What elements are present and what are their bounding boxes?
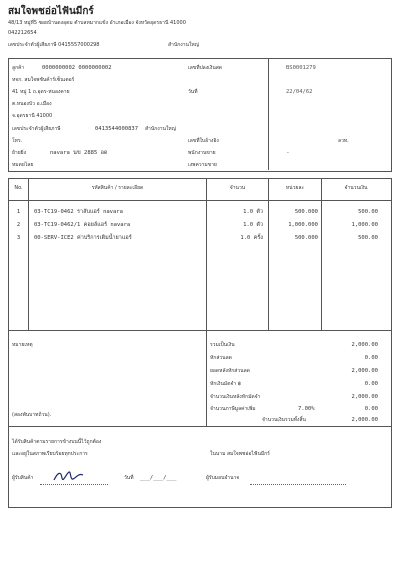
- deposit-label: หักเงินมัดจำ ฿: [210, 381, 241, 387]
- row-price: 1,000.000: [288, 222, 318, 228]
- receiver-label: ผู้รับสินค้า: [12, 475, 34, 481]
- header-amount: จำนวนเงิน: [344, 185, 368, 191]
- after-deposit-value: 2,000.00: [351, 394, 378, 400]
- col-divider-price: [321, 178, 322, 330]
- row-price: 500.000: [294, 235, 318, 241]
- company-address: 48/13 หมู่ที่5 ซอยบ้านดงอุดม ตำบลหมากแข้ง อำเภอเมือง จังหวัดอุดรธานี 41000: [8, 20, 186, 26]
- row-amount: 500.00: [358, 209, 378, 215]
- row-qty: 1.0 ครั้ง: [240, 235, 263, 241]
- remark-label: หมายเหตุ: [12, 342, 33, 348]
- after-discount-label: ยอดหลังหักส่วนลด: [210, 368, 250, 374]
- customer-code-label: ลูกค้า: [12, 65, 25, 71]
- car-model: navara นข 2885 อด: [50, 150, 108, 156]
- customer-name: หจก. สมใจพชันค้าร์เซ็นเตอร์: [12, 77, 75, 83]
- header-no: No.: [14, 185, 23, 191]
- row-no: 3: [16, 235, 21, 241]
- discount-value: 0.00: [364, 355, 378, 361]
- customer-address-line2: ต.หนองบัว อ.เมือง: [12, 101, 52, 107]
- row-amount: 500.00: [358, 235, 378, 241]
- row-no: 1: [16, 209, 21, 215]
- customer-tax-label: เลขประจำตัวผู้เสียภาษี: [12, 126, 61, 132]
- salesperson-label: พนักงานขาย: [188, 150, 216, 156]
- vat-value: 0.00: [364, 406, 378, 412]
- col-divider-qty: [268, 178, 269, 330]
- car-model-label: ย้ายยิ่ง: [12, 150, 27, 156]
- table-bottom-rule: [8, 330, 391, 331]
- row-qty: 1.0 ตัว: [243, 209, 263, 215]
- grand-total-value: 2,000.00: [351, 417, 378, 423]
- row-price: 500.000: [294, 209, 318, 215]
- company-phone: 042212654: [8, 30, 37, 36]
- doc-date: 22/04/62: [286, 89, 313, 95]
- authorized-label: ผู้รับมอบอำนาจ: [206, 475, 240, 481]
- amount-in-words: (สองพันบาทถ้วน).: [12, 412, 52, 418]
- summary-divider: [206, 330, 207, 426]
- company-branch: สำนักงานใหญ่: [168, 42, 199, 48]
- after-deposit-label: จำนวนเงินหลังหักมัดจำ: [210, 394, 261, 400]
- terms-label: เงพความขาย: [188, 162, 217, 168]
- company-name: สมใจพชอ่อไฟันมีกร์: [8, 6, 94, 17]
- row-no: 2: [16, 222, 21, 228]
- row-qty: 1.0 ตัว: [243, 222, 263, 228]
- grand-total-label: จำนวนเงินรวมทั้งสิ้น: [262, 417, 306, 423]
- customer-tax-branch: สำนักงานใหญ่: [145, 126, 176, 132]
- doc-no-label: เลขที่ปลงเงินสด: [188, 65, 223, 71]
- deposit-value: 0.00: [364, 381, 378, 387]
- vat-rate: 7.00%: [298, 406, 315, 412]
- receipt-date-label: วันที่: [124, 475, 134, 481]
- doc-date-label: วันที่: [188, 89, 198, 95]
- receipt-date-blank: ___/___/___: [140, 475, 177, 481]
- row-desc: 00-SERV-ICE2 ค่าบริการเติมน้ำยาแอร์: [34, 235, 132, 241]
- company-tax-id: เลขประจำตัวผู้เสียภาษี 0415557000298: [8, 42, 100, 48]
- receipt-note-1: ได้รับสินค้าตามรายการข้างบนนี้ไว้ถูกต้อง: [12, 439, 102, 445]
- row-desc: 03-TC19-0462 ราลับแอร์ navara: [34, 209, 123, 215]
- row-desc: 03-TC19-0462/1 คอยล์แอร์ navara: [34, 222, 131, 228]
- row-amount: 1,000.00: [351, 222, 378, 228]
- col-divider-desc: [206, 178, 207, 330]
- discount-label: หักส่วนลด: [210, 355, 232, 361]
- customer-tax-id: 0413544000837: [95, 126, 139, 132]
- subtotal-value: 2,000.00: [351, 342, 378, 348]
- ref-no-value: ลวท.: [338, 138, 349, 144]
- col-divider-no: [28, 178, 29, 330]
- header-unit-price: หน่วยละ: [285, 185, 305, 191]
- on-behalf-of: ในนาม สมใจพชอ่อไฟันมีกร์: [210, 451, 270, 457]
- customer-address-line3: จ.อุดรธานี 41000: [12, 113, 53, 119]
- authorized-signature-line: [250, 484, 346, 485]
- receiver-signature: [52, 466, 86, 486]
- customer-box-divider: [268, 58, 269, 170]
- table-header-rule: [8, 200, 391, 201]
- customer-address-line1: 41 หมู่ 1 ถ.อุดร-หนองคาย: [12, 89, 70, 95]
- doc-no: BS0001279: [286, 65, 316, 71]
- vat-label: จำนวนภาษีมูลค่าเพิ่ม: [210, 406, 256, 412]
- ref-no-label: เลขที่ใบอ้างอิง: [188, 138, 219, 144]
- subtotal-label: รวมเป็นเงิน: [210, 342, 235, 348]
- header-description: รหัสสินค้า / รายละเอียด: [91, 185, 144, 191]
- salesperson-value: -: [287, 150, 289, 156]
- after-discount-value: 2,000.00: [351, 368, 378, 374]
- chassis-label: หมดยไลย: [12, 162, 34, 168]
- receipt-note-2: และอยู่ในสภาพเรียบร้อยทุกประการ: [12, 451, 88, 457]
- customer-phone-label: โทร.: [12, 138, 23, 144]
- summary-bottom-rule: [8, 426, 391, 427]
- customer-code: 0000000002 0000000002: [42, 65, 112, 71]
- header-qty: จำนวน: [229, 185, 246, 191]
